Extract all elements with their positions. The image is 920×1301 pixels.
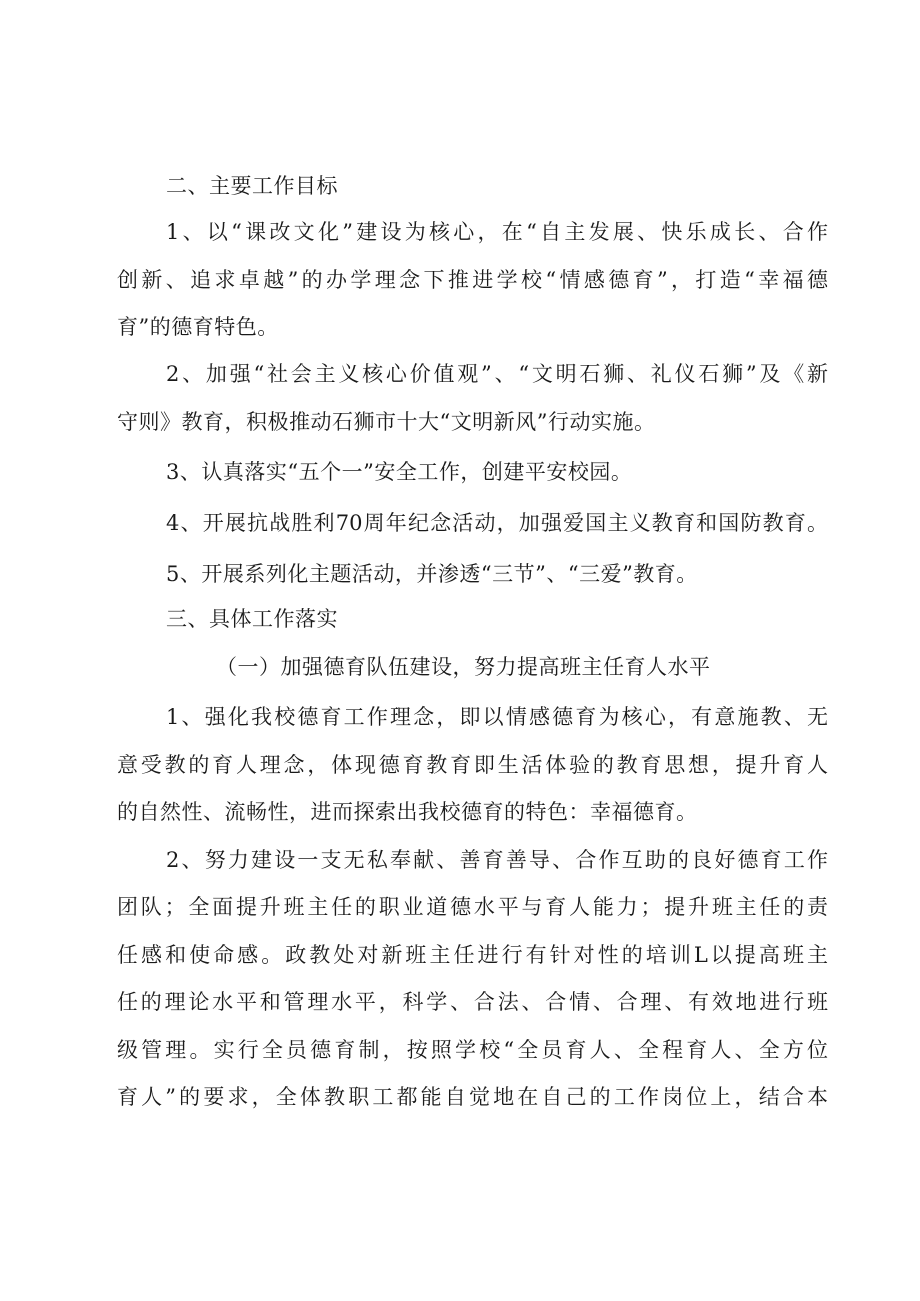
item-1-line-2: 意受教的育人理念，体现德育教育即生活体验的教育思想，提升育人 [117,753,828,777]
goal-3-line-1: 3、认真落实“五个一”安全工作，创建平安校园。 [166,460,633,484]
goal-2-line-2: 守则》教育，积极推动石狮市十大“文明新风”行动实施。 [117,410,656,434]
subsection-one-heading: （一）加强德育队伍建设，努力提高班主任育人水平 [216,655,711,679]
item-2-line-2: 团队；全面提升班主任的职业道德水平与育人能力；提升班主任的责 [117,895,828,919]
goal-2-line-1: 2、加强“社会主义核心价值观”、“文明石狮、礼仪石狮”及《新 [166,362,828,386]
item-1-line-1: 1、强化我校德育工作理念，即以情感德育为核心，有意施教、无 [166,705,828,729]
item-2-line-3: 任感和使命感。政教处对新班主任进行有针对性的培训L以提高班主 [117,943,828,967]
goal-1-line-3: 育”的德育特色。 [117,315,279,339]
item-2-line-4: 任的理论水平和管理水平，科学、合法、合情、合理、有效地进行班 [117,990,828,1014]
goal-5-line-1: 5、开展系列化主题活动，并渗透“三节”、“三爱”教育。 [166,562,698,586]
section-two-heading: 二、主要工作目标 [166,174,338,198]
goal-1-line-2: 创新、追求卓越”的办学理念下推进学校“情感德育”，打造“幸福德 [117,268,828,292]
goal-1-line-1: 1、以“课改文化”建设为核心，在“自主发展、快乐成长、合作 [166,220,828,244]
item-1-line-3: 的自然性、流畅性，进而探索出我校德育的特色：幸福德育。 [117,800,698,824]
item-2-line-1: 2、努力建设一支无私奉献、善育善导、合作互助的良好德育工作 [166,848,828,872]
item-2-line-5: 级管理。实行全员德育制，按照学校“全员育人、全程育人、全方位 [117,1038,828,1062]
section-three-heading: 三、具体工作落实 [166,607,338,631]
item-2-line-6: 育人”的要求，全体教职工都能自觉地在自己的工作岗位上，结合本 [117,1085,828,1109]
goal-4-line-1: 4、开展抗战胜利70周年纪念活动，加强爱国主义教育和国防教育。 [166,511,828,535]
